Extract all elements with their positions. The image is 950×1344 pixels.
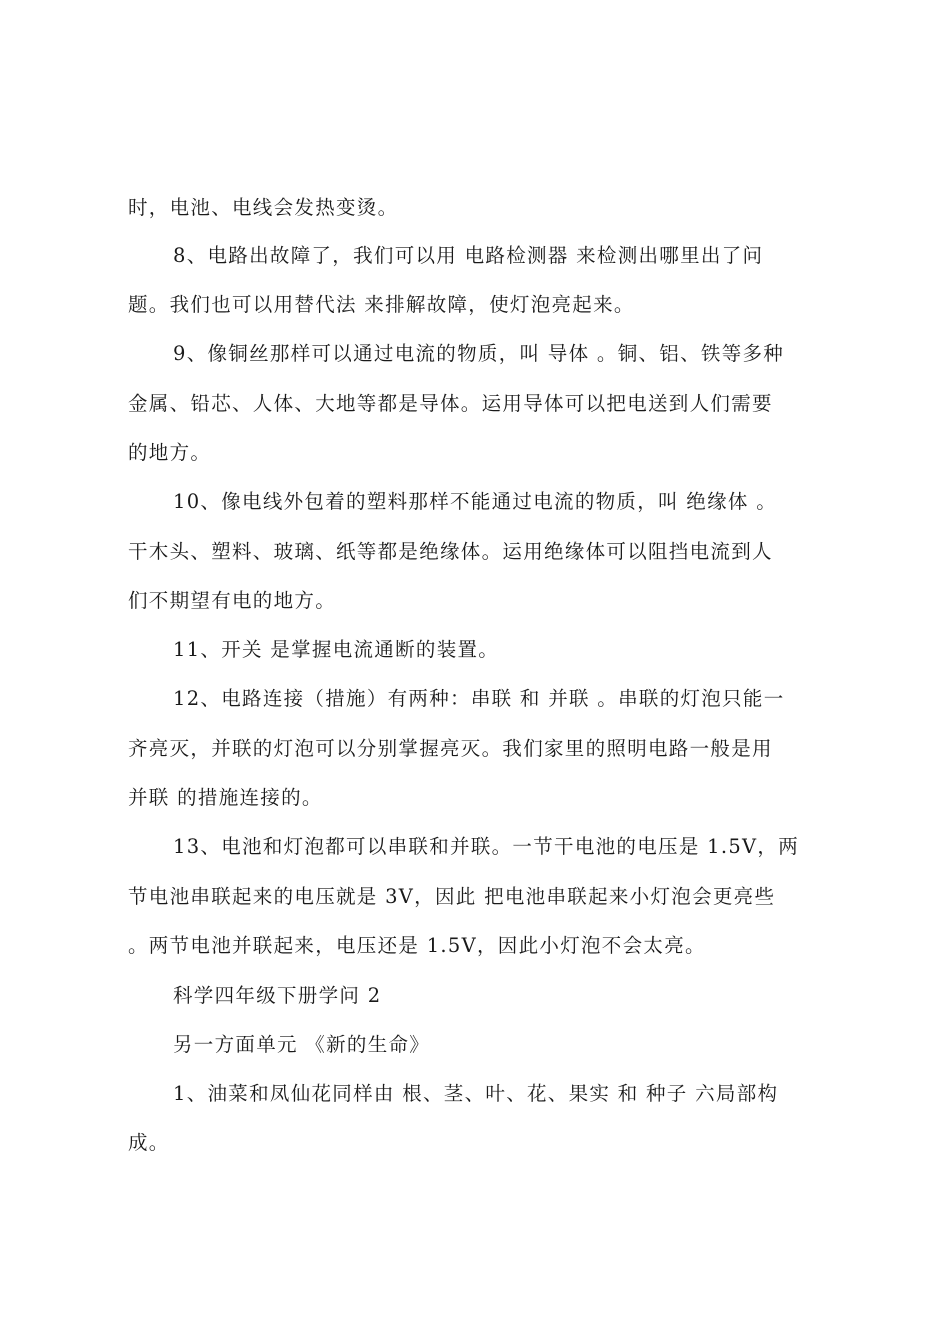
text-line: 时，电池、电线会发热变烫。 [128, 196, 399, 219]
text-line: 并联 的措施连接的。 [128, 786, 323, 809]
text-line: 。两节电池并联起来，电压还是 1.5V，因此小灯泡不会太亮。 [128, 934, 706, 957]
text-line: 10、像电线外包着的塑料那样不能通过电流的物质，叫 绝缘体 。 [173, 490, 778, 513]
text-line: 们不期望有电的地方。 [128, 589, 337, 612]
text-line: 1、油菜和凤仙花同样由 根、茎、叶、花、果实 和 种子 六局部构 [173, 1082, 779, 1105]
text-line: 9、像铜丝那样可以通过电流的物质，叫 导体 。铜、铝、铁等多种 [173, 342, 785, 365]
text-line: 金属、铅芯、人体、大地等都是导体。运用导体可以把电送到人们需要 [128, 392, 773, 415]
section-heading: 科学四年级下册学问 2 [173, 984, 382, 1007]
text-line: 8、电路出故障了，我们可以用 电路检测器 来检测出哪里出了问 [173, 244, 764, 267]
text-line: 节电池串联起来的电压就是 3V，因此 把电池串联起来小灯泡会更亮些 [128, 885, 776, 908]
text-line: 12、电路连接（措施）有两种：串联 和 并联 。串联的灯泡只能一 [173, 687, 785, 710]
text-line: 11、开关 是掌握电流通断的装置。 [173, 638, 500, 661]
text-line: 13、电池和灯泡都可以串联和并联。一节干电池的电压是 1.5V，两 [173, 835, 800, 858]
text-line: 的地方。 [128, 441, 212, 464]
unit-heading: 另一方面单元 《新的生命》 [173, 1033, 431, 1056]
text-line: 题。我们也可以用替代法 来排解故障，使灯泡亮起来。 [128, 293, 635, 316]
text-line: 齐亮灭，并联的灯泡可以分别掌握亮灭。我们家里的照明电路一般是用 [128, 737, 773, 760]
text-line: 干木头、塑料、玻璃、纸等都是绝缘体。运用绝缘体可以阻挡电流到人 [128, 540, 773, 563]
text-line: 成。 [128, 1131, 170, 1154]
